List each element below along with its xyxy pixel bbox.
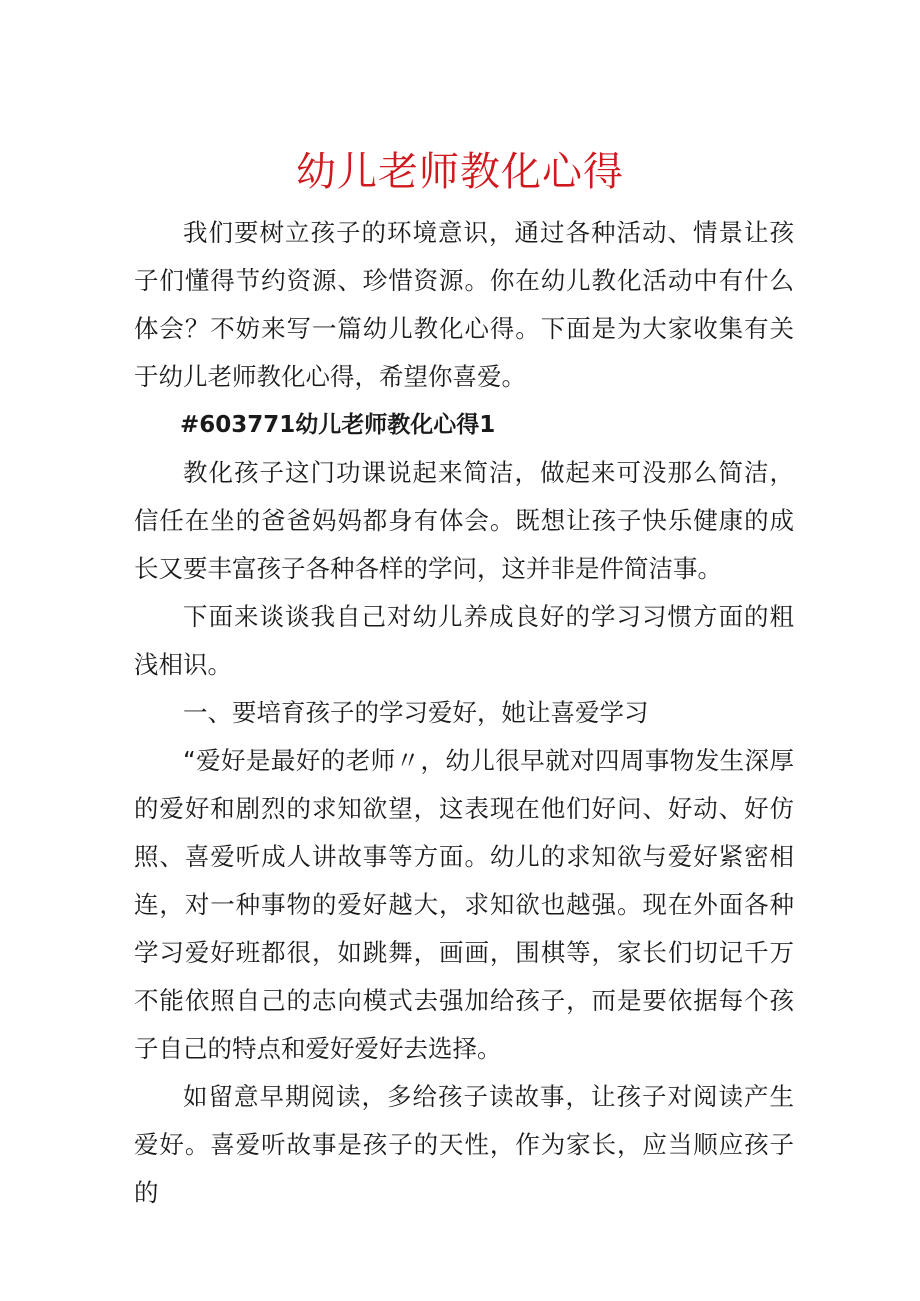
body-paragraph: 如留意早期阅读，多给孩子读故事，让孩子对阅读产生爱好。喜爱听故事是孩子的天性，作为家长，应当顺应孩子的 (134, 1082, 794, 1207)
section-heading: #603771幼儿老师教化心得1 (180, 412, 496, 438)
body-paragraph: 教化孩子这门功课说起来简洁，做起来可没那么简洁，信任在坐的爸爸妈妈都身有体会。既想让孩子快乐健康的成长又要丰富孩子各种各样的学问，这并非是件简洁事。 (134, 458, 794, 583)
document-title: 幼儿老师教化心得 (296, 149, 624, 195)
intro-paragraph: 我们要树立孩子的环境意识，通过各种活动、情景让孩子们懂得节约资源、珍惜资源。你在幼儿教化活动中有什么体会？不妨来写一篇幼儿教化心得。下面是为大家收集有关于幼儿老师教化心得，希望你喜爱。 (134, 218, 794, 391)
body-paragraph: 下面来谈谈我自己对幼儿养成良好的学习习惯方面的粗浅相识。 (134, 602, 794, 679)
body-paragraph: “爱好是最好的老师〃，幼儿很早就对四周事物发生深厚的爱好和剧烈的求知欲望，这表现在他们好问、好动、好仿照、喜爱听成人讲故事等方面。幼儿的求知欲与爱好紧密相连，对一种事物的爱好越大，求知欲也越强。现在外面各种学习爱好班都很，如跳舞，画画，围棋等，家长们切记千万不能依照自己的志向模式去强加给孩子，而是要依据每个孩子自己的特点和爱好爱好去选择。 (134, 746, 794, 1063)
document-body (134, 209, 794, 1217)
subsection-heading: 一、要培育孩子的学习爱好，她让喜爱学习 (183, 698, 649, 727)
